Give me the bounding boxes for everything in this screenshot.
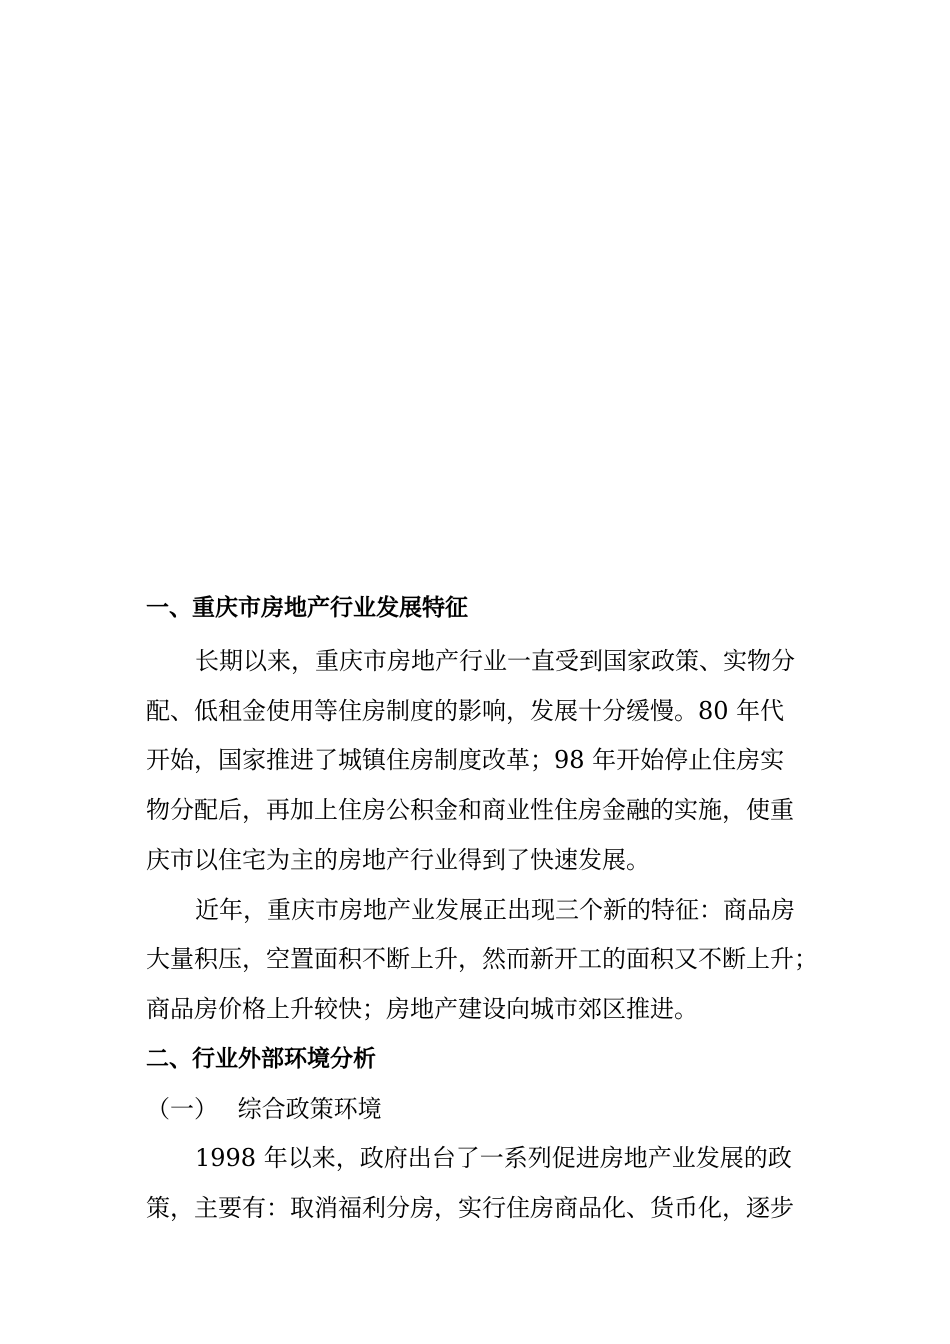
section-2-heading: 二、行业外部环境分析 [146, 1046, 376, 1072]
section-2-paragraph-1-line-2: 策，主要有：取消福利分房，实行住房商品化、货币化，逐步 [146, 1194, 794, 1222]
section-1-paragraph-1-line-3: 开始，国家推进了城镇住房制度改革；98 年开始停止住房实 [146, 746, 785, 774]
section-1-paragraph-2-line-2: 大量积压，空置面积不断上升，然而新开工的面积又不断上升； [146, 945, 818, 973]
section-2-paragraph-1-line-1: 1998 年以来，政府出台了一系列促进房地产业发展的政 [195, 1144, 792, 1172]
section-1-paragraph-1-line-4: 物分配后，再加上住房公积金和商业性住房金融的实施，使重 [146, 796, 794, 824]
section-1-paragraph-1-line-2: 配、低租金使用等住房制度的影响，发展十分缓慢。80 年代 [146, 697, 785, 725]
section-1-paragraph-1-line-1: 长期以来，重庆市房地产行业一直受到国家政策、实物分 [195, 647, 795, 675]
section-1-paragraph-1-line-5: 庆市以住宅为主的房地产行业得到了快速发展。 [146, 846, 650, 874]
section-1-paragraph-2-line-1: 近年，重庆市房地产业发展正出现三个新的特征：商品房 [195, 896, 795, 924]
section-1-heading: 一、重庆市房地产行业发展特征 [146, 595, 468, 621]
section-2-subheading: （一） 综合政策环境 [146, 1095, 382, 1123]
section-1-paragraph-2-line-3: 商品房价格上升较快；房地产建设向城市郊区推进。 [146, 995, 698, 1023]
